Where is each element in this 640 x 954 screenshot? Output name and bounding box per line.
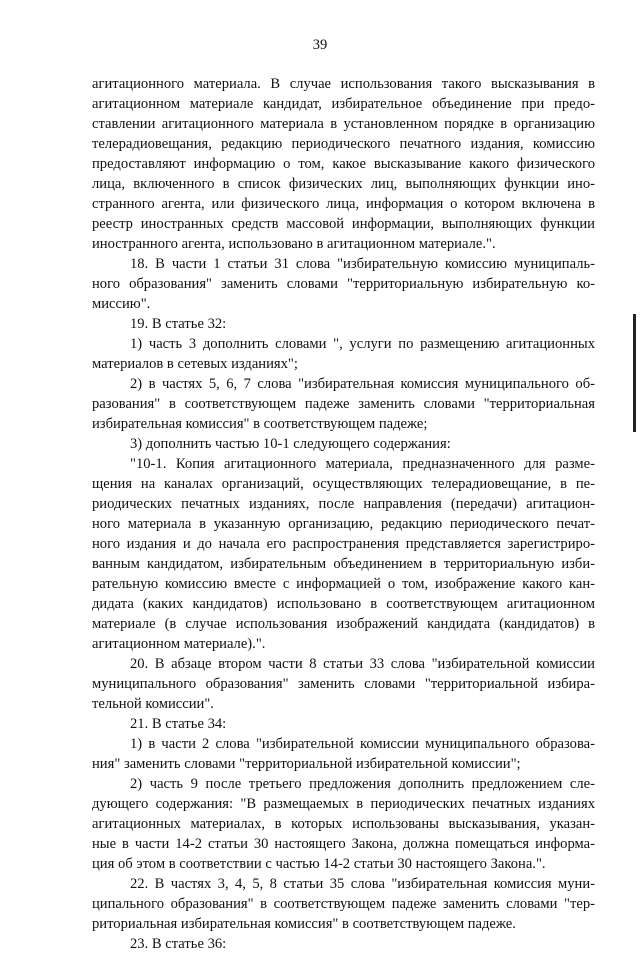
text-line: 18. В части 1 статьи 31 слова "избирательную комиссию муниципаль- [130, 256, 595, 272]
text-line: лица, включенного в список физических лиц, выполняющих функции ино- [92, 176, 595, 192]
text-line: материале (в случае использования изображений кандидата (кандидатов) в [92, 616, 595, 632]
text-line: 21. В статье 34: [130, 716, 227, 732]
text-line: реестр иностранных средств массовой информации, выполняющих функции [92, 216, 595, 232]
text-line: риодических печатных изданиях, после направления (передачи) агитацион- [92, 496, 595, 512]
text-line: ванным кандидатом, избирательным объединением в территориальную изби- [92, 556, 595, 572]
text-line: рательную комиссию вместе с информацией о том, изображение какого кан- [92, 576, 595, 592]
page-number: 39 [312, 37, 328, 53]
text-line: тельной комиссии". [92, 696, 214, 712]
text-line: ция об этом в соответствии с частью 14-2 статьи 30 настоящего Закона.". [92, 856, 546, 872]
text-line: 1) в части 2 слова "избирательной комиссии муниципального образова- [130, 736, 595, 752]
text-line: "10-1. Копия агитационного материала, предназначенного для разме- [130, 456, 595, 472]
text-line: 22. В частях 3, 4, 5, 8 статьи 35 слова "избирательная комиссия муни- [130, 876, 595, 892]
text-line: агитационного материала. В случае использования такого высказывания в [92, 76, 595, 92]
text-line: материалов в сетевых изданиях"; [92, 356, 298, 372]
text-line: ставлении агитационного материала в установленном порядке в организацию [92, 116, 595, 132]
text-line: агитационном материале кандидат, избирательное объединение при предо- [92, 96, 595, 112]
text-line: иностранного агента, использовано в агитационном материале.". [92, 236, 496, 252]
text-line: муниципального образования" заменить словами "территориальной избира- [92, 676, 595, 692]
text-line: избирательная комиссия" в соответствующем падеже; [92, 416, 428, 432]
text-line: ния" заменить словами "территориальной избирательной комиссии"; [92, 756, 521, 772]
text-line: риториальная избирательная комиссия" в соответствующем падеже. [92, 916, 516, 932]
text-line: ные в части 14-2 статьи 30 настоящего Закона, должна помещаться информа- [92, 836, 595, 852]
text-line: дидата (каких кандидатов) использовано в соответствующем агитационном [92, 596, 595, 612]
text-line: 1) часть 3 дополнить словами ", услуги по размещению агитационных [130, 336, 595, 352]
text-line: 2) часть 9 после третьего предложения дополнить предложением сле- [130, 776, 595, 792]
text-line: 23. В статье 36: [130, 936, 227, 952]
text-line: ного материала в указанную организацию, редакцию периодического печат- [92, 516, 595, 532]
text-line: щения на каналах организаций, осуществляющих телерадиовещание, в пе- [92, 476, 595, 492]
text-line: ного образования" заменить словами "территориальную избирательную ко- [92, 276, 595, 292]
text-line: странного агента, или физического лица, информация о котором включена в [92, 196, 595, 212]
text-line: 20. В абзаце втором части 8 статьи 33 слова "избирательной комиссии [130, 656, 595, 672]
text-line: ного издания и до начала его распространения представляется зарегистриро- [92, 536, 595, 552]
text-line: разования" в соответствующем падеже заменить словами "территориальная [92, 396, 595, 412]
text-line: 19. В статье 32: [130, 316, 227, 332]
text-line: дующего содержания: "В размещаемых в периодических печатных изданиях [92, 796, 595, 812]
text-line: 2) в частях 5, 6, 7 слова "избирательная комиссия муниципального об- [130, 376, 595, 392]
text-line: 3) дополнить частью 10-1 следующего содержания: [130, 436, 451, 452]
text-line: агитационных материалах, в которых использованы высказывания, указан- [92, 816, 595, 832]
text-line: телерадиовещания, редакцию периодического печатного издания, комиссию [92, 136, 595, 152]
text-line: предоставляют информацию о том, какое высказывание какого физического [92, 156, 595, 172]
text-line: агитационном материале).". [92, 636, 266, 652]
text-line: ципального образования" в соответствующем падеже заменить словами "тер- [92, 896, 595, 912]
document-body [92, 74, 595, 954]
scan-edge-mark [633, 314, 636, 432]
text-line: миссию". [92, 296, 151, 312]
